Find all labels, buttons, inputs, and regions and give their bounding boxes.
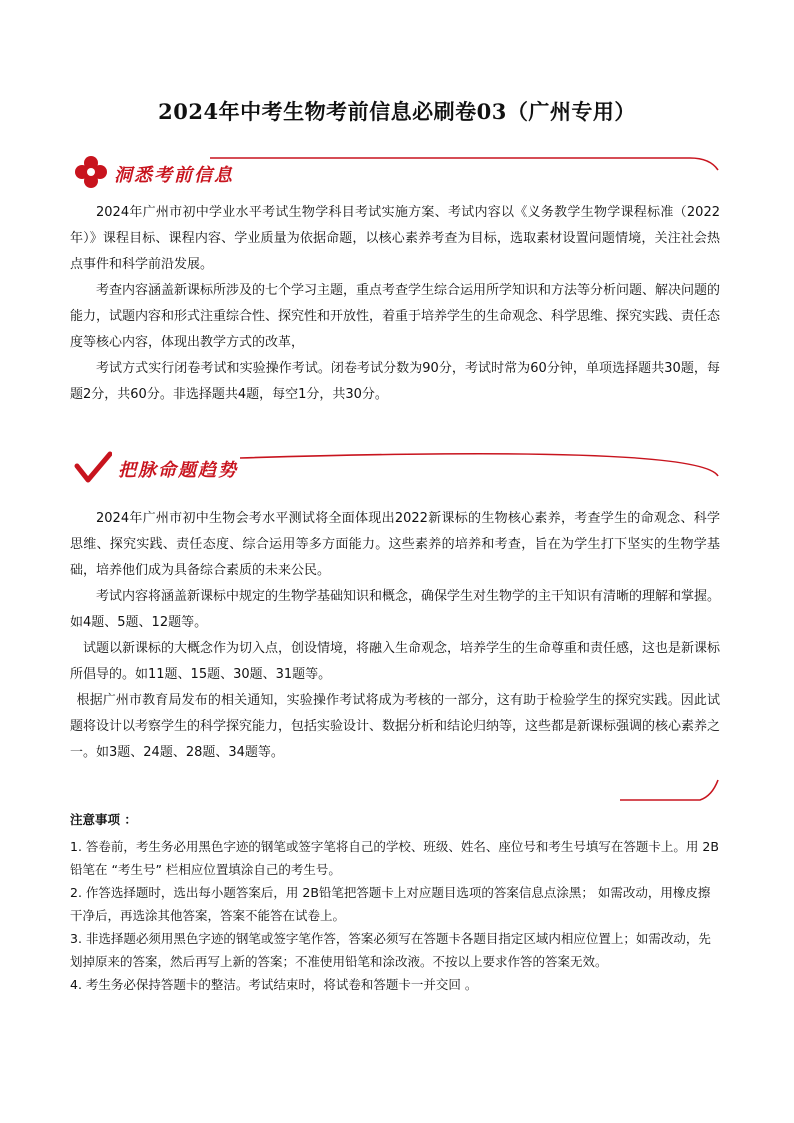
notes-item: 3. 非选择题必须用黑色字迹的钢笔或签字笔作答，答案必须写在答题卡各题目指定区域内相应位置上；如需改动，先划掉原来的答案，然后再写上新的答案；不准使用铅笔和涂改液。不按以上要求作答的答案无效。 — [70, 931, 711, 969]
checkmark-icon — [74, 450, 112, 488]
notes-heading: 注意事项 ： — [70, 812, 137, 827]
section2-body — [70, 506, 720, 766]
section2-paragraph: 试题以新课标的大概念作为切入点，创设情境，将融入生命观念，培养学生的生命尊重和责任感，这也是新课标所倡导的。如11题、15题、30题、31题等。 — [70, 641, 721, 682]
page-title: 2024年中考生物考前信息必刷卷03（广州专用） — [158, 99, 636, 124]
notes-item: 1. 答卷前，考生务必用黑色字迹的钢笔或签字笔将自己的学校、班级、姓名、座位号和考生号填写在答题卡上。用 2B铅笔在 “考生号” 栏相应位置填涂自己的考生号。 — [70, 839, 719, 877]
section2-paragraph: 根据广州市教育局发布的相关通知，实验操作考试将成为考核的一部分，这有助于检验学生的探究实践。因此试题将设计以考察学生的科学探究能力，包括实验设计、数据分析和结论归纳等，这些都是新课标强调的核心素养之一。如3题、24题、28题、34题等。 — [70, 693, 721, 760]
section2-header — [74, 450, 238, 488]
section2-paragraph: 2024年广州市初中生物会考水平测试将全面体现出2022新课标的生物核心素养，考查学生的命观念、科学思维、探究实践、责任态度、综合运用等多方面能力。这些素养的培养和考查，旨在为学生打下坚实的生物学基础，培养他们成为具备综合素质的未来公民。 — [70, 511, 720, 578]
clover-icon — [74, 155, 108, 193]
section1-paragraph: 考试方式实行闭卷考试和实验操作考试。闭卷考试分数为90分，考试时常为60分钟，单项选择题共30题，每题2分，共60分。非选择题共4题，每空1分，共30分。 — [70, 361, 720, 402]
section1-paragraph: 2024年广州市初中学业水平考试生物学科目考试实施方案、考试内容以《义务教学生物学课程标准（2022年）》课程目标、课程内容、学业质量为依据命题，以核心素养考查为目标，选取素材设置问题情境，关注社会热点事件和科学前沿发展。 — [70, 205, 720, 272]
notes-item: 2. 作答选择题时，选出每小题答案后，用 2B铅笔把答题卡上对应题目选项的答案信息点涂黑； 如需改动，用橡皮擦干净后，再选涂其他答案，答案不能答在试卷上。 — [70, 885, 711, 923]
section2-heading: 把脉命题趋势 — [118, 460, 238, 481]
notes-section — [70, 808, 720, 996]
section2-paragraph: 考试内容将涵盖新课标中规定的生物学基础知识和概念，确保学生对生物学的主干知识有清晰的理解和掌握。如4题、5题、12题等。 — [70, 589, 721, 630]
section1-body — [70, 200, 720, 408]
notes-item: 4. 考生务必保持答题卡的整洁。考试结束时，将试卷和答题卡一并交回 。 — [70, 977, 478, 992]
section1-heading: 洞悉考前信息 — [114, 165, 234, 186]
section1-header — [74, 155, 234, 193]
section1-paragraph: 考查内容涵盖新课标所涉及的七个学习主题，重点考查学生综合运用所学知识和方法等分析问题、解决问题的能力，试题内容和形式注重综合性、探究性和开放性，着重于培养学生的生命观念、科学思维、探究实践、责任态度等核心内容，体现出教学方式的改革， — [70, 283, 721, 350]
